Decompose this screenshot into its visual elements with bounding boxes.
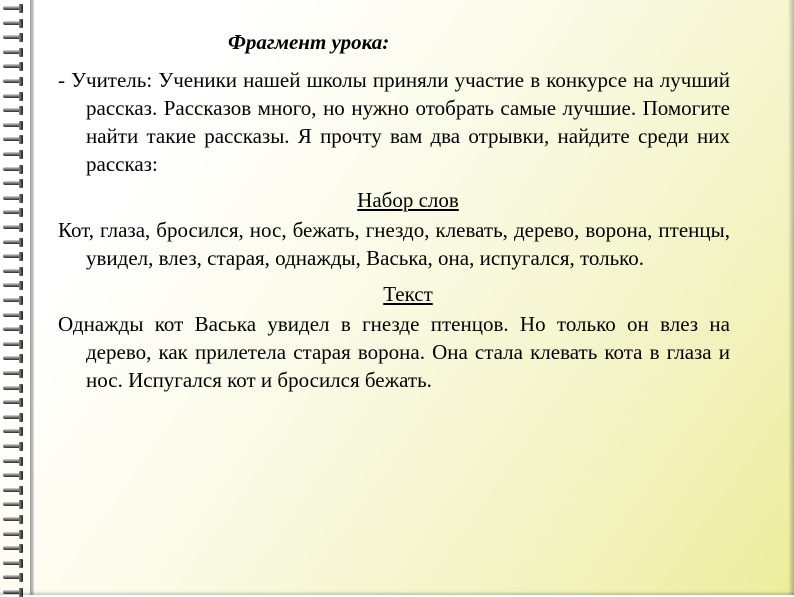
spiral-ring xyxy=(3,486,25,495)
spiral-ring xyxy=(3,150,25,159)
binding-spine xyxy=(30,0,34,595)
spiral-ring xyxy=(3,457,25,466)
page-shadow-bottom xyxy=(0,591,794,595)
text-paragraph: Однажды кот Васька увидел в гнезде птенцов. Но только он влез на дерево, как прилетела старая ворона. Она стала клевать кота в глаза и нос. Испугался кот и бросился бежать. xyxy=(58,312,730,392)
spiral-ring xyxy=(3,442,25,451)
teacher-paragraph: - Учитель: Ученики нашей школы приняли участие в конкурсе на лучший рассказ. Рассказов много, но нужно отобрать самые лучшие. Помогите найти такие рассказы. Я прочту вам два отрывки, найдите среди них рассказ: xyxy=(58,68,730,176)
spiral-ring xyxy=(3,413,25,422)
spiral-ring xyxy=(3,296,25,305)
spiral-ring xyxy=(3,238,25,247)
spiral-ring xyxy=(3,165,25,174)
spiral-ring xyxy=(3,194,25,203)
spiral-ring xyxy=(3,311,25,320)
spiral-ring xyxy=(3,135,25,144)
spiral-ring xyxy=(3,19,25,28)
spiral-ring xyxy=(3,515,25,524)
spiral-ring xyxy=(3,530,25,539)
spiral-ring xyxy=(3,471,25,480)
spiral-ring xyxy=(3,121,25,130)
spiral-ring xyxy=(3,500,25,509)
spiral-ring xyxy=(3,281,25,290)
lesson-content xyxy=(58,28,730,394)
spiral-ring xyxy=(3,62,25,71)
spiral-ring xyxy=(3,398,25,407)
spiral-ring xyxy=(3,208,25,217)
spiral-ring xyxy=(3,106,25,115)
spiral-ring xyxy=(3,4,25,13)
spiral-ring xyxy=(3,33,25,42)
spiral-ring xyxy=(3,325,25,334)
spiral-ring xyxy=(3,179,25,188)
page-shadow-right xyxy=(788,0,794,595)
spiral-ring xyxy=(3,369,25,378)
spiral-ring xyxy=(3,340,25,349)
spiral-ring xyxy=(3,92,25,101)
word-set-heading: Набор слов xyxy=(357,188,459,212)
spiral-ring xyxy=(3,267,25,276)
spiral-ring xyxy=(3,48,25,57)
spiral-ring xyxy=(3,427,25,436)
spiral-ring xyxy=(3,573,25,582)
spiral-ring xyxy=(3,223,25,232)
lesson-title: Фрагмент урока: xyxy=(228,30,390,54)
word-set-paragraph: Кот, глаза, бросился, нос, бежать, гнездо, клевать, дерево, ворона, птенцы, увидел, влез, старая, однажды, Васька, она, испугался, только. xyxy=(58,218,730,270)
spiral-ring xyxy=(3,354,25,363)
spiral-ring xyxy=(3,77,25,86)
spiral-ring xyxy=(3,544,25,553)
spiral-ring xyxy=(3,252,25,261)
spiral-ring xyxy=(3,384,25,393)
spiral-ring xyxy=(3,559,25,568)
text-heading: Текст xyxy=(383,282,433,306)
